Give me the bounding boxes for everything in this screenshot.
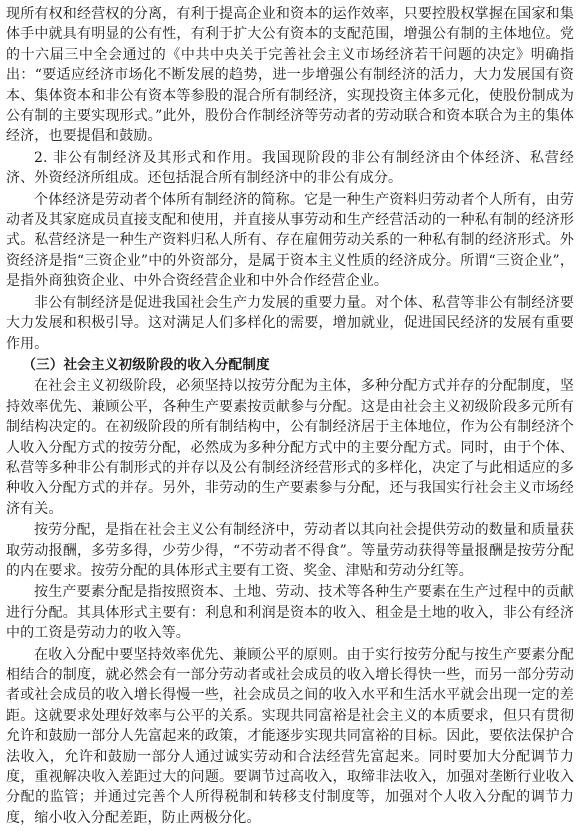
paragraph-individual-private-foreign: 个体经济是劳动者个体所有制经济的简称。它是一种生产资料归劳动者个人所有，由劳动者及其家庭成员直接支配和使用，并直接从事劳动和生产经营活动的一种私有制的经济形式。私营经济是一种生产资料归私人所有、存在雇佣劳动关系的一种私有制的经济形式。外资经济是指“三资企业”中的外资部分，是属于资本主义性质的经济成分。所谓“三资企业”，是指外商独资企业、中外合资经营企业和中外合作经营企业。 — [6, 191, 574, 290]
document-page — [6, 4, 574, 829]
paragraph-non-public-economy: 2. 非公有制经济及其形式和作用。我国现阶段的非公有制经济由个体经济、私营经济、外资经济所组成。还包括混合所有制经济中的非公有成分。 — [6, 149, 574, 187]
paragraph-distribution-by-work: 按劳分配，是指在社会主义公有制经济中，劳动者以其向社会提供劳动的数量和质量获取劳动报酬，多劳多得，少劳少得，“不劳动者不得食”。等量劳动获得等量报酬是按劳分配的内在要求。按劳分配的具体形式主要有工资、奖金、津贴和劳动分红等。 — [6, 522, 574, 579]
paragraph-non-public-role: 非公有制经济是促进我国社会生产力发展的重要力量。对个体、私营等非公有制经济要大力发展和积极引导。这对满足人们多样化的需要，增加就业，促进国民经济的发展有重要作用。 — [6, 294, 574, 352]
paragraph-distribution-system: 在社会主义初级阶段，必须坚持以按劳分配为主体，多种分配方式并存的分配制度，坚持效率优先、兼顾公平，各种生产要素按贡献参与分配。这是由社会主义初级阶段多元所有制结构决定的。在初级阶段的所有制结构中，公有制经济居于主体地位，作为公有制经济个人收入分配方式的按劳分配，必然成为多种分配方式中的主要分配方式。同时，由于个体、私营等多种非公有制形式的并存以及公有制经济经营形式的多样化，决定了与此相适应的多种收入分配方式的并存。另外，非劳动的生产要素参与分配，还与我国实行社会主义市场经济有关。 — [6, 378, 574, 517]
section-heading-income-distribution: （三）社会主义初级阶段的收入分配制度 — [22, 356, 270, 373]
paragraph-factors-distribution: 按生产要素分配是指按照资本、土地、劳动、技术等各种生产要素在生产过程中的贡献进行分配。其具体形式主要有：利息和利润是资本的收入、租金是土地的收入，非公有经济中的工资是劳动力的收入等。 — [6, 584, 574, 642]
paragraph-efficiency-fairness: 在收入分配中要坚持效率优先、兼顾公平的原则。由于实行按劳分配与按生产要素分配相结合的制度，就必然会有一部分劳动者或社会成员的收入增长得快一些，而另一部分劳动者或社会成员的收入增长得慢一些，社会成员之间的收入水平和生活水平就会出现一定的差距。这就要求处理好效率与公平的关系。实现共同富裕是社会主义的本质要求，但只有贯彻允许和鼓励一部分人先富起来的政策，才能逐步实现共同富裕的目标。因此，要依法保护合法收入，允许和鼓励一部分人通过诚实劳动和合法经营先富起来。同时要加大分配调节力度，重视解决收入差距过大的问题。要调节过高收入，取缔非法收入，加强对垄断行业收入分配的监管；并通过完善个人所得税制和转移支付制度等，加强对个人收入分配的调节力度，缩小收入分配差距，防止两极分化。 — [6, 646, 574, 826]
paragraph-ownership-separation: 现所有权和经营权的分离，有利于提高企业和资本的运作效率，只要控股权掌握在国家和集体手中就具有明显的公有性，有利于扩大公有资本的支配范围，增强公有制的主体地位。党的十六届三中全会通过的《中共中央关于完善社会主义市场经济若干问题的决定》明确指出：“要适应经济市场化不断发展的趋势，进一步增强公有制经济的活力，大力发展国有资本、集体资本和非公有资本等参股的混合所有制经济，实现投资主体多元化，使股份制成为公有制的主要实现形式。”此外，股份合作制经济等劳动者的劳动联合和资本联合为主的集体经济，也要提倡和鼓励。 — [6, 6, 574, 145]
